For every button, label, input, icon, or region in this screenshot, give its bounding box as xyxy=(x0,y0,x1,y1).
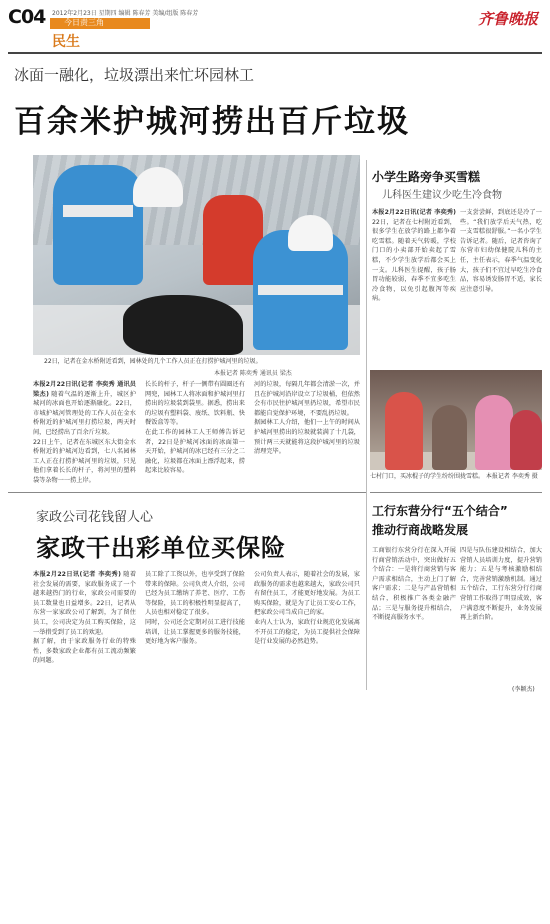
paragraph-text: 随着社会发展的需要，家政服务成了一个越来越热门的行业，家政公司需要的员工数量也日益增多。22日，记者从东营一家家政公司了解到，为了留住员工，公司决定为员工购买保险，这一举措受到了员工的欢迎。 xyxy=(33,571,136,636)
photo-helmet xyxy=(288,215,333,251)
paragraph-text: 随着气温的逐渐上升，城区护城河的冰面也开始逐渐融化。22日，市城护城河管理处的工作人员在金水桥附近的护城河里打捞垃圾，两天时间，已经捞出了百余斤垃圾。 xyxy=(33,390,136,436)
paragraph-text: 四是与队伍建设相结合，加大营销人员培训力度，提升营销能力；五是与考核激励相结合，完善营销激励机制。通过五个结合，工行东营分行行商营销工作取得了明显成效，客户满意度不断提升，业务发展再上新台阶。 xyxy=(460,547,542,622)
story2-headline: 家政干出彩单位买保险 xyxy=(36,534,286,562)
paragraph-text: 长长的杆子，杆子一侧带有圆圈还有网兜，园林工人将冰面和护城河里打捞出的垃圾装到袋里。据悉，捞出来的垃圾有塑料袋、废纸、饮料瓶、快餐饭盒等等。 xyxy=(145,381,245,427)
story1-kicker: 冰面一融化，垃圾漂出来忙坏园林工 xyxy=(14,66,255,84)
paragraph xyxy=(372,208,456,304)
story2-kicker: 家政公司花钱留人心 xyxy=(36,510,154,525)
masthead xyxy=(8,4,542,52)
paragraph xyxy=(254,570,360,618)
sidebar1-column-2 xyxy=(460,208,542,366)
page-number: C04 xyxy=(8,6,46,28)
paragraph-text: 22日上午，记者在东城区东大街金水桥附近的护城河边看到，七八名园林工人正在打捞护城河里的垃圾，只见他们拿着长长的杆子，将河里的塑料袋等杂物一一捞上岸。 xyxy=(33,438,136,484)
story1-column-3 xyxy=(254,380,360,485)
story1-photo xyxy=(33,155,360,355)
sidebar1-photo-caption: 七村门口，买冰棍子的学生纷纷围拢雪糕。 本报记者 李奕秀 摄 xyxy=(370,473,538,480)
section-bar-label: 今日责三角 xyxy=(64,18,104,27)
section-name: 民生 xyxy=(52,34,80,50)
section-rule xyxy=(370,492,542,493)
sidebar2-subhead: 推动行商战略发展 xyxy=(372,523,469,537)
paragraph xyxy=(460,546,542,623)
story1-headline: 百余米护城河捞出百斤垃圾 xyxy=(14,104,410,140)
section-rule xyxy=(8,492,366,493)
story1-photo-credit: 本报记者 陈奕秀 通讯员 梁杰 xyxy=(214,370,292,377)
sidebar2-headline: 工行东营分行“五个结合” xyxy=(372,504,508,518)
photo-child xyxy=(385,392,423,470)
sidebar2-column-1 xyxy=(372,546,456,682)
sidebar1-photo xyxy=(370,370,542,470)
paragraph xyxy=(145,428,245,476)
top-rule xyxy=(8,52,542,54)
paragraph xyxy=(33,637,136,666)
paragraph xyxy=(145,570,245,618)
story2-column-2 xyxy=(145,570,245,690)
paragraph-text: 河的垃圾，每隔几年都会清淤一次，并且在护城河沿岸设立了垃圾桶，但依然会有市民往护城河里扔垃圾，希望市民都能自觉保护环境，不要乱扔垃圾。 xyxy=(254,381,360,417)
paragraph-text: 公司负责人表示，随着社会的发展，家政服务的需求也越来越大，家政公司只有留住员工，才能更好地发展。为员工购买保险，就是为了让员工安心工作，把家政公司当成自己的家。 xyxy=(254,571,360,617)
paragraph xyxy=(254,618,360,647)
photo-garbage-bag xyxy=(123,295,243,355)
paragraph xyxy=(254,418,360,456)
sidebar1-subhead: 儿科医生建议少吃生冷食物 xyxy=(382,190,502,201)
paragraph-text: 同时，公司还会定期对员工进行技能培训，让员工掌握更多的服务技能，更好地为客户服务。 xyxy=(145,618,245,646)
paragraph-text: 一支尝尝鲜，到底还是冷了一些。“我们放学后天气热，吃一支雪糕很舒服。”一名小学生告诉记者。随后，记者咨询了东营市妇幼保健院儿科的主任，主任表示，春季气温变化大，孩子们不宜过早吃生冷食品，容易诱发肠胃不适，家长应注意引导。 xyxy=(460,209,542,293)
paragraph xyxy=(33,570,136,637)
paragraph xyxy=(254,380,360,418)
edition-meta: 2012年2月23日 星期四 编辑 陈春芳 美编/组版 陈春芳 xyxy=(52,10,199,17)
paragraph-text: 22日，记者在七村附近看到，很多学生在放学的路上都争着吃雪糕。随着天气转暖，学校门口的小卖部开始卖起了雪糕，不少学生放学后都会买上一支。儿科医生提醒，孩子肠胃功能较弱，春季不宜多吃生冷食物，以免引起腹泻等疾病。 xyxy=(372,218,456,303)
paragraph xyxy=(145,380,245,428)
paragraph-lead: 本报2月22日讯(记者 李奕秀) xyxy=(372,209,456,216)
sidebar1-headline: 小学生路旁争买雪糕 xyxy=(372,170,481,184)
paragraph-lead: 本报2月22日讯(记者 李奕秀 通讯员 梁杰) xyxy=(33,381,136,398)
paragraph-text: 据园林工人介绍，他们一上午的时间从护城河里捞出的垃圾就装满了十几袋，预计两三天就能将这段护城河里的垃圾清理完毕。 xyxy=(254,419,360,456)
sidebar2-column-2 xyxy=(460,546,542,682)
photo-child xyxy=(510,410,542,470)
story1-column-2 xyxy=(145,380,245,485)
paragraph xyxy=(460,208,542,294)
sidebar2-byline: (李颖杰) xyxy=(512,686,535,693)
story1-column-1 xyxy=(33,380,136,485)
story1-photo-caption: 22日，记者在金水桥附近看到，园林处的几个工作人员正在打捞护城河里的垃圾。 xyxy=(44,358,262,365)
paragraph xyxy=(33,380,136,438)
paragraph-text: 据了解，由于家政服务行业的特殊性，多数家政企业都有员工流动频繁的问题。 xyxy=(33,638,136,665)
paragraph-text: 员工除了工资以外，也享受到了保险带来的保障。公司负责人介绍，公司已经为员工缴纳了养老、医疗、工伤等保险，员工的积极性明显提高了，人员也相对稳定了很多。 xyxy=(145,571,245,617)
photo-worker xyxy=(53,165,143,285)
column-divider xyxy=(366,160,367,690)
paragraph-text: 工商银行东营分行在深入开展行商营销活动中，突出做好五个结合：一是将行商营销与客户需求相结合，主动上门了解客户需求；二是与产品营销相结合，积极推广各类金融产品；三是与服务提升相结合，不断提高服务水平。 xyxy=(372,547,456,622)
paragraph xyxy=(145,618,245,647)
newspaper-logo: 齐鲁晚报 xyxy=(477,10,538,28)
paragraph-text: 在此工作的园林工人王师傅告诉记者，22日是护城河冰面的冰面第一天开始，护城河的冰已经有三分之二融化，垃圾都在冰面上漂浮起来，捞起来比较容易。 xyxy=(145,428,245,475)
paragraph xyxy=(33,438,136,485)
paragraph-text: 业内人士认为，家政行业规范化发展离不开员工的稳定，为员工提供社会保障是行业发展的必然趋势。 xyxy=(254,618,360,646)
story2-column-3 xyxy=(254,570,360,690)
sidebar1-column-1 xyxy=(372,208,456,366)
story2-column-1 xyxy=(33,570,136,690)
paragraph-lead: 本报2月22日讯(记者 李奕秀) xyxy=(33,571,121,578)
photo-child xyxy=(475,395,513,470)
paragraph xyxy=(372,546,456,623)
photo-child xyxy=(432,405,467,470)
